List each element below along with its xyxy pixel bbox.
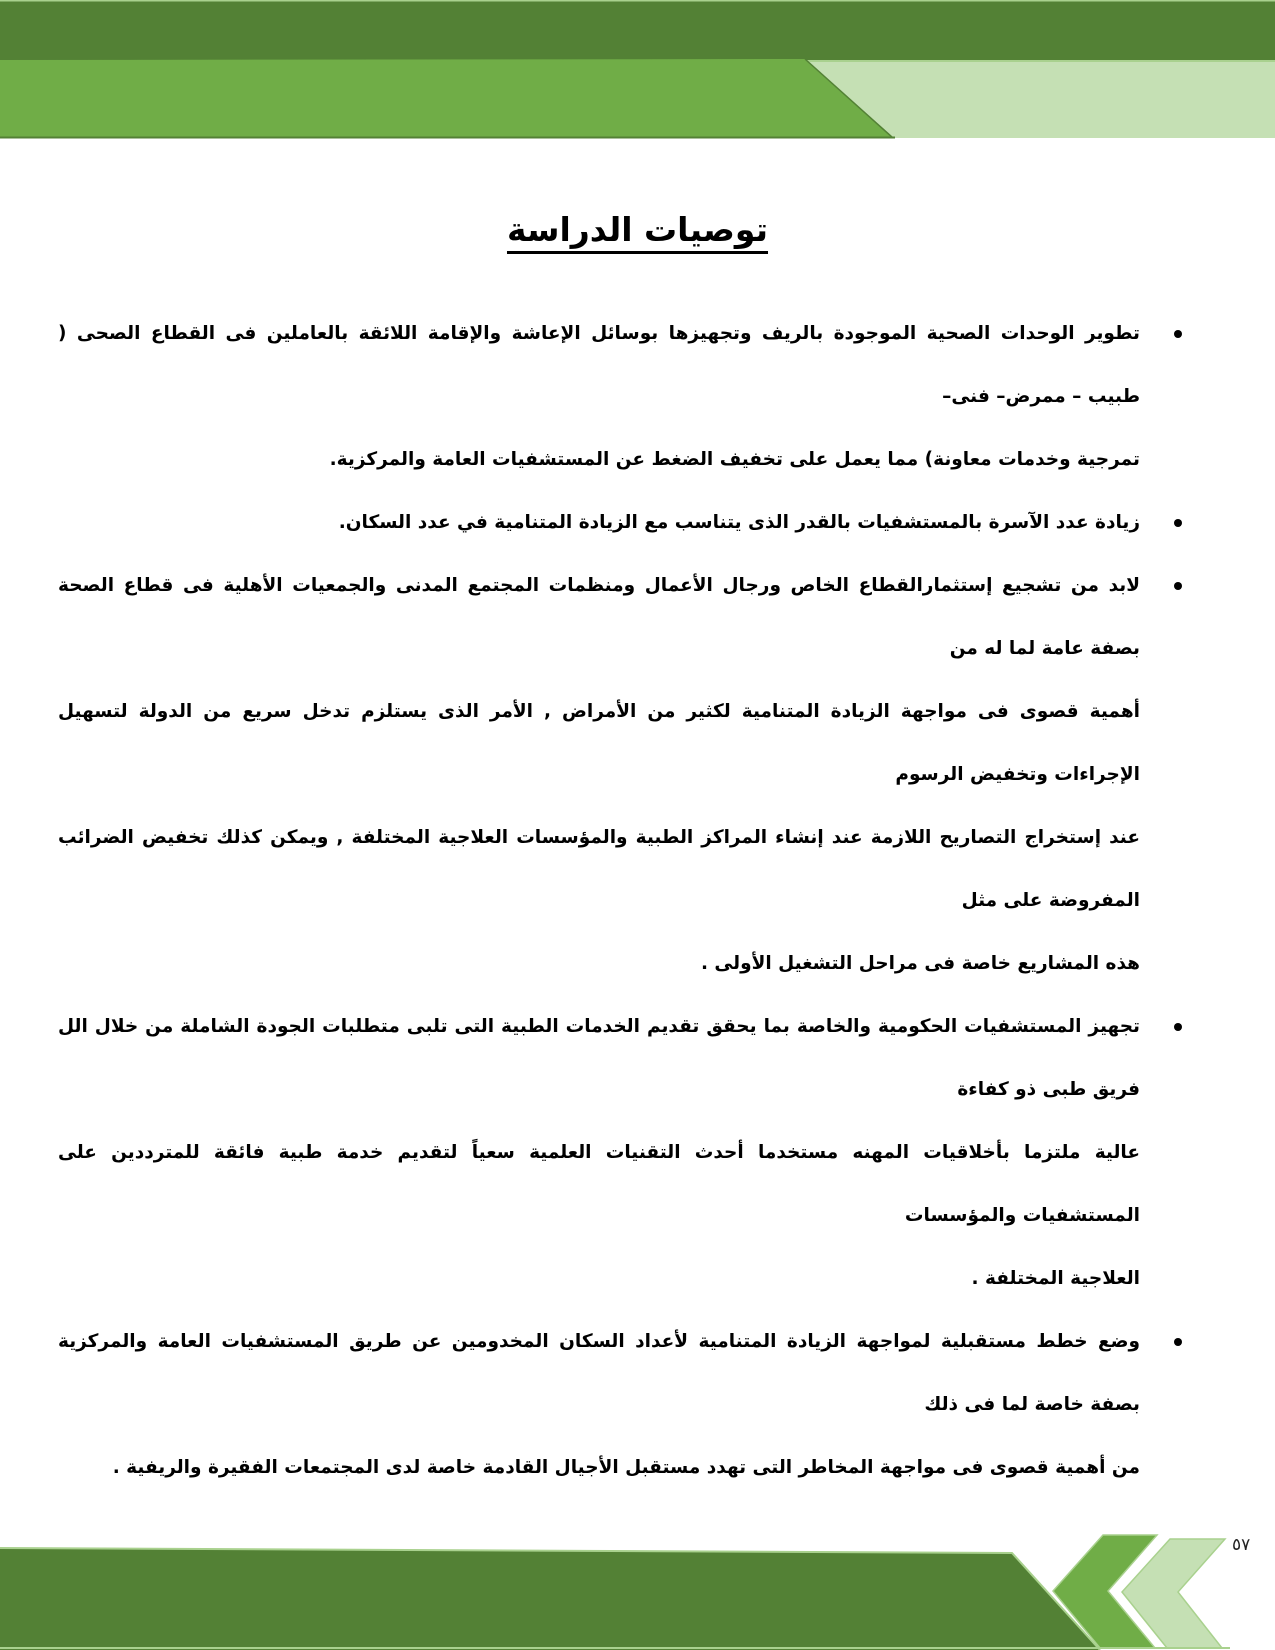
recommendation-item — [58, 302, 1183, 491]
header-dark-band — [0, 0, 1275, 60]
page-title: توصيات الدراسة — [506, 210, 769, 249]
footer-banner — [0, 1528, 1275, 1650]
bullet-dot — [1174, 1023, 1182, 1031]
recommendation-line: أهمية قصوى فى مواجهة الزيادة المتنامية لكثير من الأمراض , الأمر الذى يستلزم تدخل سريع من الدولة لتسهيل الإجراءات وتخفيض الرسوم — [58, 701, 1140, 785]
recommendation-line: وضع خطط مستقبلية لمواجهة الزيادة المتنامية لأعداد السكان المخدومين عن طريق المستشفيات العامة والمركزية بصفة خاصة لما فى ذلك — [58, 1331, 1140, 1415]
recommendation-line: عند إستخراج التصاريح اللازمة عند إنشاء المراكز الطبية والمؤسسات العلاجية المختلفة , ويمكن كذلك تخفيض الضرائب المفروضة على مثل — [58, 827, 1140, 911]
recommendation-line: زيادة عدد الآسرة بالمستشفيات بالقدر الذى يتناسب مع الزيادة المتنامية في عدد السكان. — [338, 512, 1140, 533]
bullet-icon — [1173, 554, 1183, 617]
bullet-icon — [1173, 491, 1183, 554]
bullet-icon — [1173, 1310, 1183, 1373]
recommendation-line: لابد من تشجيع إستثمارالقطاع الخاص ورجال الأعمال ومنظمات المجتمع المدنى والجمعيات الأهلية فى قطاع الصحة بصفة عامة لما له من — [58, 575, 1140, 659]
recommendation-line: من أهمية قصوى فى مواجهة المخاطر التى تهدد مستقبل الأجيال القادمة خاصة لدى المجتمعات الفقيرة والريفية . — [112, 1457, 1140, 1478]
bullet-icon — [1173, 302, 1183, 365]
recommendation-line: تطوير الوحدات الصحية الموجودة بالريف وتجهيزها بوسائل الإعاشة والإقامة اللائقة بالعاملين فى القطاع الصحى ( طبيب – ممرض– فنى– — [58, 323, 1140, 407]
page-number: ٥٧ — [1232, 1535, 1251, 1555]
header-banner — [0, 0, 1275, 142]
recommendation-item — [58, 554, 1183, 995]
recommendations-list — [58, 302, 1183, 1499]
footer-dark-band — [0, 1548, 1100, 1650]
recommendation-item — [58, 1310, 1183, 1499]
header-mid-band — [0, 59, 893, 137]
bullet-dot — [1174, 1338, 1182, 1346]
recommendation-line: العلاجية المختلفة . — [971, 1268, 1140, 1289]
header-top-highlight — [0, 0, 1275, 2]
recommendation-item — [58, 995, 1183, 1310]
bullet-dot — [1174, 330, 1182, 338]
bullet-icon — [1173, 995, 1183, 1058]
page-title-wrapper — [0, 210, 1275, 249]
bullet-dot — [1174, 582, 1182, 590]
recommendation-line: تجهيز المستشفيات الحكومية والخاصة بما يحقق تقديم الخدمات الطبية التى تلبى متطلبات الجودة الشاملة من خلال الل فريق طبى ذو كفاءة — [58, 1016, 1140, 1100]
bullet-dot — [1174, 519, 1182, 527]
recommendation-item — [58, 491, 1183, 554]
recommendation-line: عالية ملتزما بأخلاقيات المهنه مستخدما أحدث التقنيات العلمية سعياً لتقديم خدمة طبية فائقة للمترددين على المستشفيات والمؤسسات — [58, 1142, 1140, 1226]
recommendation-line: هذه المشاريع خاصة فى مراحل التشغيل الأولى . — [700, 953, 1140, 974]
recommendation-line: تمرجية وخدمات معاونة) مما يعمل على تخفيف الضغط عن المستشفيات العامة والمركزية. — [329, 449, 1140, 470]
recommendations-section — [58, 302, 1183, 1499]
